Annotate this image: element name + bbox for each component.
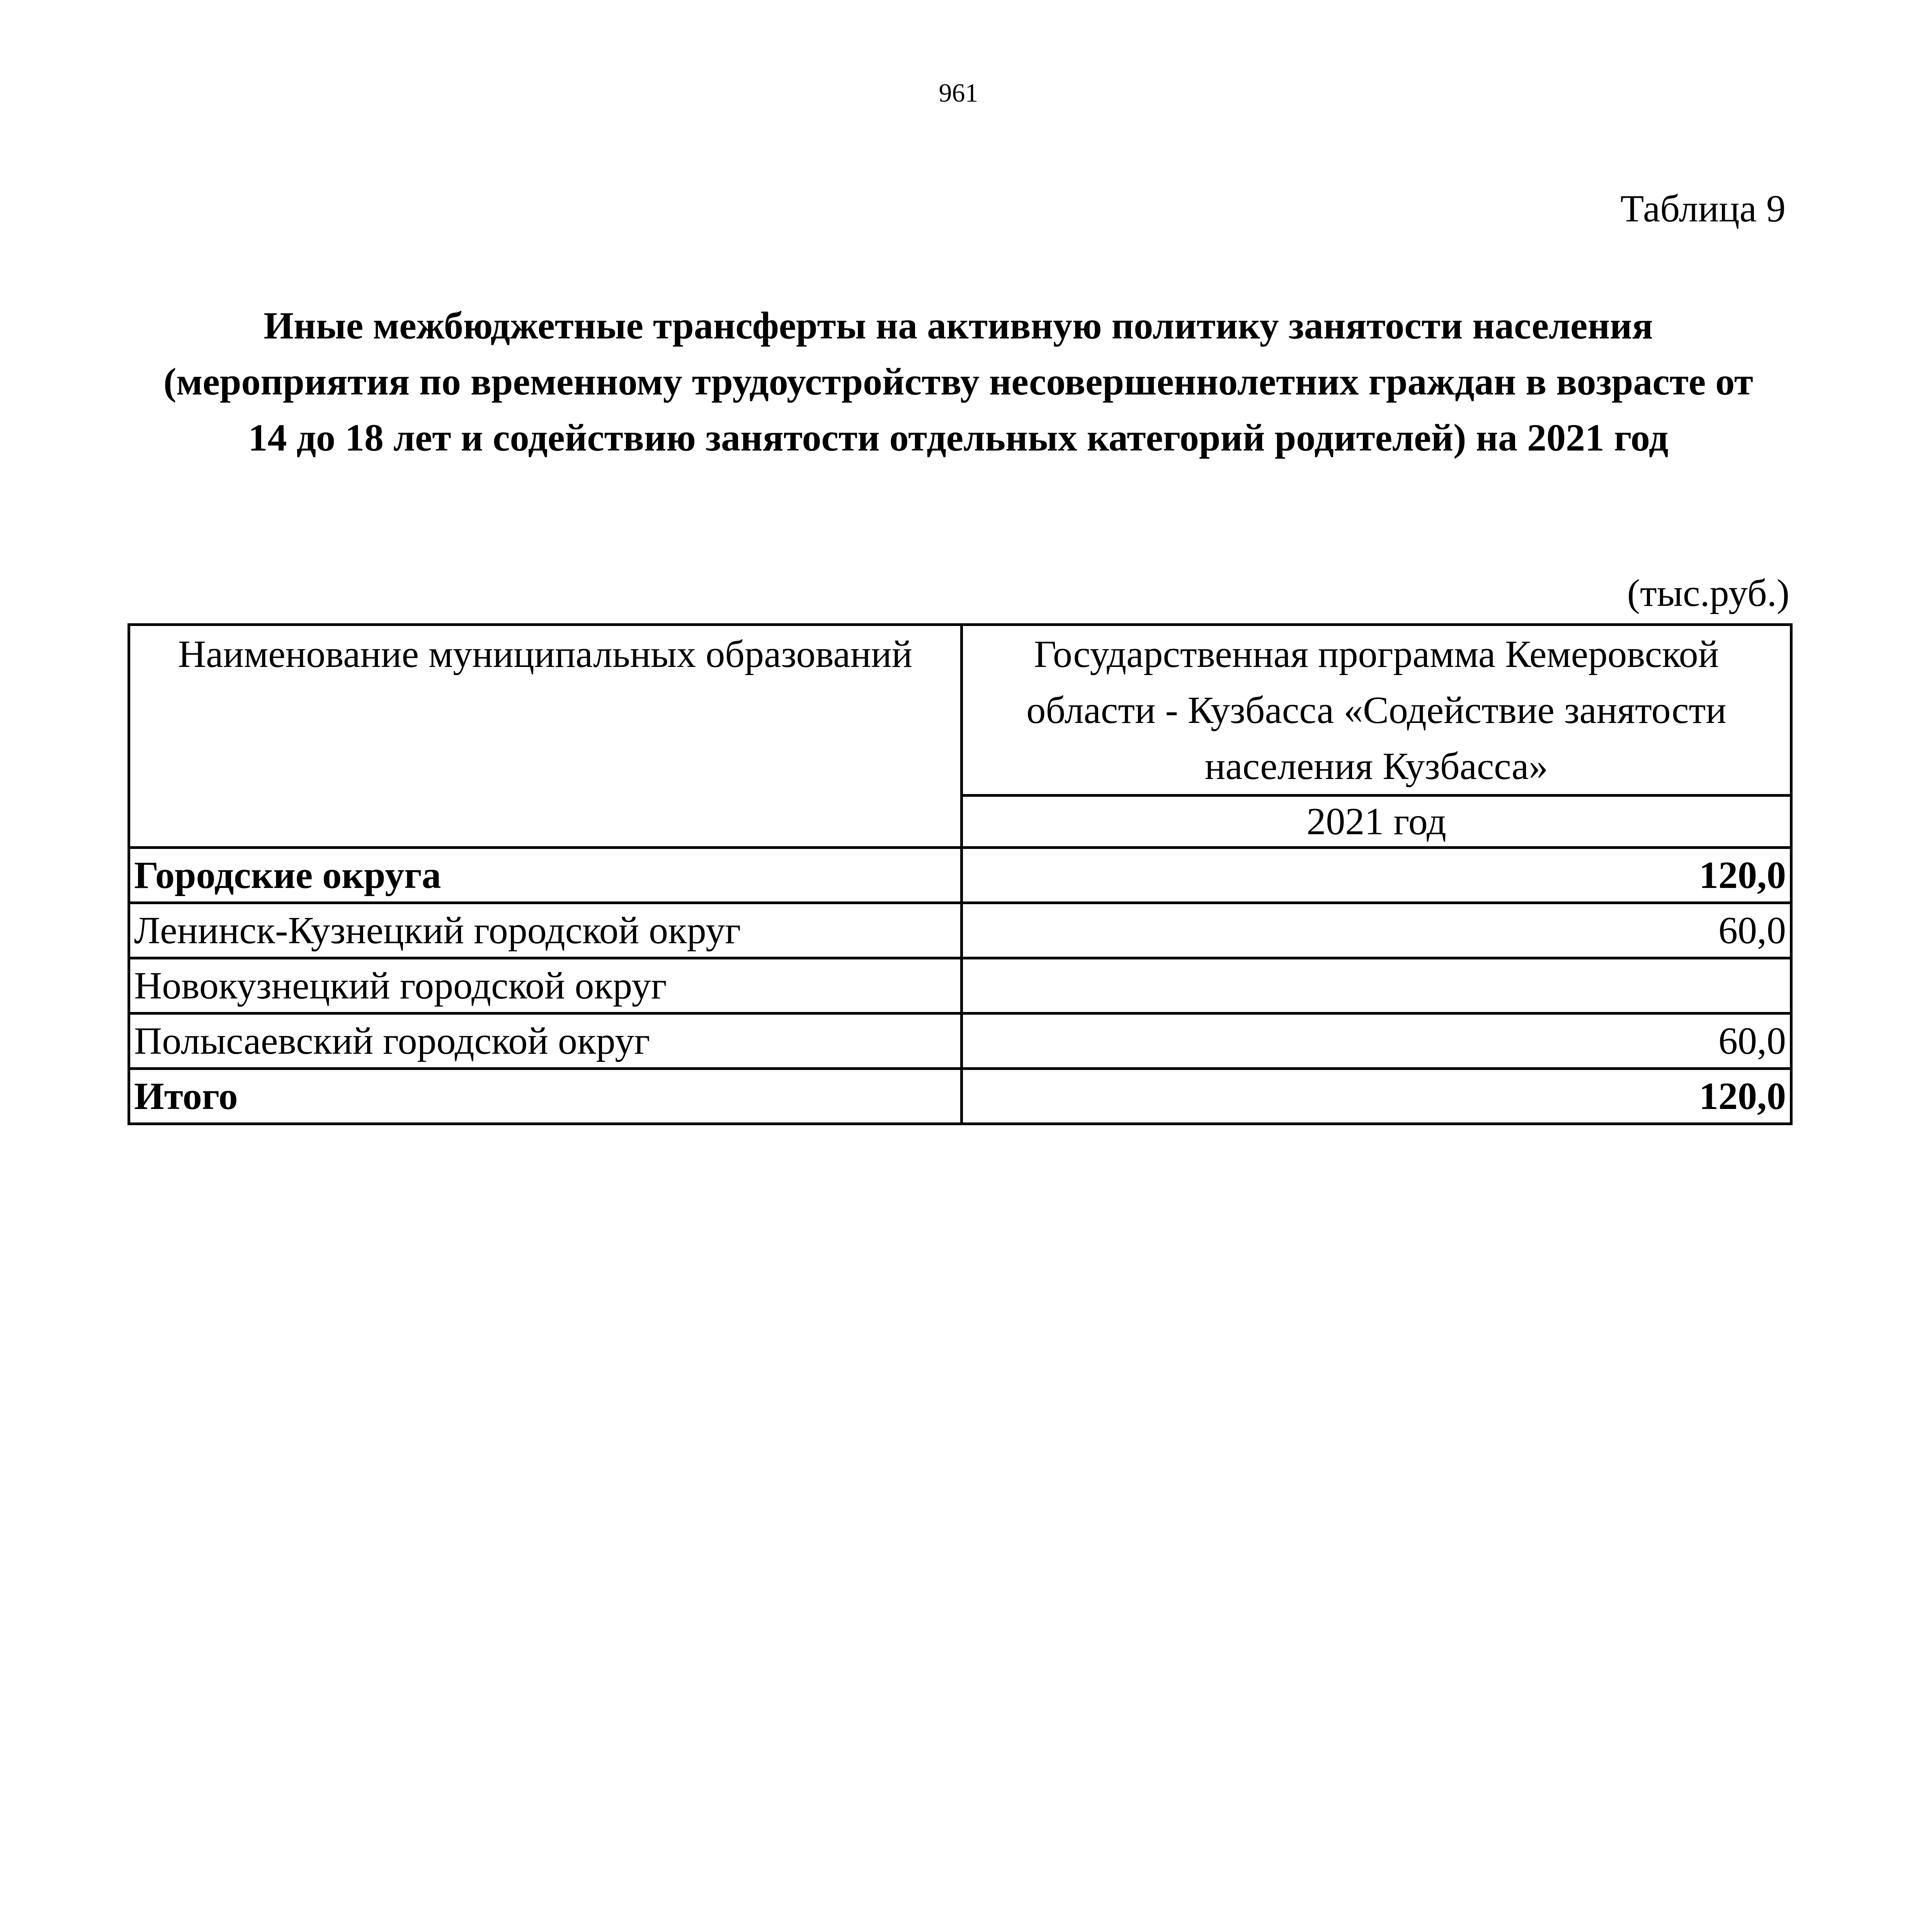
header-year: 2021 год (962, 796, 1791, 848)
header-municipality: Наименование муниципальных образований (129, 625, 962, 848)
row-value: 60,0 (962, 1014, 1791, 1069)
row-name: Городские округа (129, 848, 962, 903)
table-row (129, 903, 1791, 958)
row-name: Ленинск-Кузнецкий городской округ (129, 903, 962, 958)
document-title: Иные межбюджетные трансферты на активную политику занятости населения (мероприятия по временному трудоустройству несовершеннолетних граждан в возрасте от 14 до 18 лет и содействию занятости отдельных категорий родителей) на 2021 год (163, 304, 1754, 459)
table-row (129, 848, 1791, 903)
row-name: Новокузнецкий городской округ (129, 958, 962, 1014)
table-label: Таблица 9 (1620, 187, 1786, 230)
table-row (129, 958, 1791, 1014)
row-value (962, 958, 1791, 1014)
row-name: Полысаевский городской округ (129, 1014, 962, 1069)
row-value: 120,0 (962, 1069, 1791, 1124)
row-name: Итого (129, 1069, 962, 1124)
table-row (129, 1014, 1791, 1069)
transfers-table (128, 623, 1793, 1125)
header-program: Государственная программа Кемеровской области - Кузбасса «Содействие занятости населения Кузбасса» (962, 625, 1791, 796)
units-label: (тыс.руб.) (1627, 571, 1789, 614)
row-value: 60,0 (962, 903, 1791, 958)
row-value: 120,0 (962, 848, 1791, 903)
table-row-total (129, 1069, 1791, 1124)
page-number: 961 (939, 78, 978, 107)
header-row (129, 625, 1791, 796)
